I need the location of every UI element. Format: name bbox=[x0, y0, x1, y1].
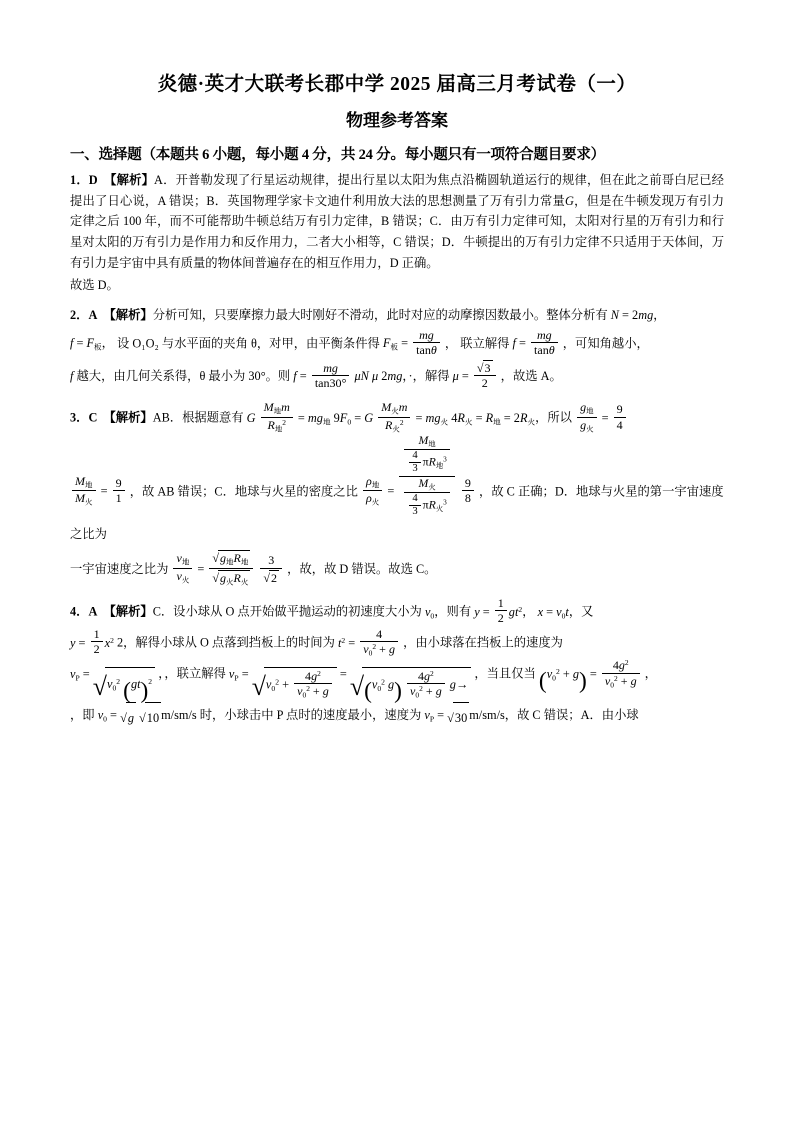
answer-2-text-5: 越大，由几何关系得，θ 最小为 30°。则 bbox=[76, 369, 291, 384]
answer-1-symbol-G: G bbox=[565, 193, 574, 208]
answer-3-text-1: AB．根据题意有 bbox=[152, 410, 244, 425]
answer-3-text-2: ，所以 bbox=[535, 410, 572, 425]
answer-2-bracket: 【解析】 bbox=[103, 307, 153, 322]
answer-1-bracket: 【解析】 bbox=[104, 173, 155, 187]
answer-4-text-4: ，解得小球从 O 点落到挡板上的时间为 bbox=[123, 635, 335, 650]
section-heading: 一、选择题（本题共 6 小题，每小题 4 分，共 24 分。每小题只有一项符合题目要求） bbox=[70, 147, 605, 163]
answer-2-line-3: f 越大，由几何关系得，θ 最小为 30°。则 f = $\frac{mg}{\tan 30^\circ}$ μN μ 2mg，·，解得 μ = $\frac{√3}{2}$ ，故选 A。 bbox=[70, 358, 724, 391]
answer-4-text-9: m/s 时，小球击中 P 点时的速度最小，速度为 bbox=[178, 708, 422, 723]
answer-1-text-b: ，但是在牛顿发现万有引力定律之后 100 年，而不可能帮助牛顿总结万有引力定律，B 错误；C．由万有引力定律可知，太阳对行星的万有引力和行星对太阳的万有引力是作用力和反作用力，二者大小相等，C 错误；D．牛顿提出的万有引力定律不只适用于天体间，万有引力是宇宙中具有质量的物体间普遍存在的相互作用力，D 正确。 bbox=[70, 193, 724, 270]
answer-3-bracket: 【解析】 bbox=[103, 410, 153, 425]
answer-2-line-2: $f = F_板$， 设 O₁O₂ 与水平面的夹角 θ，对甲，由平衡条件得 $F_板$ = $\frac{mg}{\tan\theta}$ ， 联立解得 f = $\frac{mg}{\tan\theta}$ ，可知角越小， bbox=[70, 327, 649, 357]
answer-3-text-4: ，故 C 正确；D．地球与火星的第一宇宙速度之比为 bbox=[70, 484, 724, 541]
page-title: 炎德·英才大联考长郡中学 2025 届高三月考试卷（一） bbox=[157, 74, 637, 95]
answer-item-2 bbox=[70, 305, 724, 391]
answer-4-text-5: ，由小球落在挡板上的速度为 bbox=[403, 635, 563, 650]
answer-3-number: 3．C bbox=[70, 410, 98, 425]
answer-4-text-7: ，当且仅当 bbox=[474, 666, 536, 681]
answer-4-line-2: y = $\frac{1}{2}$ $x^2$ 2，解得小球从 O 点落到挡板上的时间为 $t^2$ = $\frac{4}{v_0^2 + g}$ ，由小球落在挡板上的速度为 bbox=[70, 626, 563, 658]
answer-4-text-1: C．设小球从 O 点开始做平抛运动的初速度大小为 bbox=[152, 604, 422, 619]
answer-3-line-1: 3．C 【解析】AB．根据题意有 G $\frac{M_地m}{R_地^2}$ = $mg_地$ $9F_0 = G$ $\frac{M_火m}{R_火^2}$ = $mg_火$ $4R_火 = R_地 = 2R_火$，所以 $\frac{g_地}{g_火}$ = $\frac{9}{4}$ bbox=[70, 400, 724, 433]
answer-3-line-2: $\frac{M_地}{M_火}$ = $\frac{9}{1}$ ，故 AB 错误；C．地球与火星的密度之比 $\frac{\rho_地}{\rho_火}$ = $M_地$ $\frac{4}{3}$ $\pi R_地^3$ $M_火$ $\frac{4}{3}$ $\pi R_火^3$ $\frac{9}{8}$ ，故 C 正确；D．地球与火星的第一宇宙速度之比为 bbox=[70, 432, 724, 541]
answer-3-text-5: ，故 D 错误。故选 C。 bbox=[311, 561, 437, 576]
answer-2-text-6: ，解得 bbox=[412, 369, 450, 384]
answer-4-line-4: ，即 $v_0 = √g$ √10 m/sm/s 时，小球击中 P 点时的速度最小，速度为 $v_P = √30$ m/sm/s，故 C 错误；A．由小球 bbox=[70, 700, 724, 733]
answer-2-text-1: 分析可知，只要摩擦力最大时刚好不滑动，此时对应的动摩擦因数最小。整体分析有 bbox=[152, 307, 608, 322]
answer-1-body bbox=[70, 170, 724, 273]
answer-item-1 bbox=[70, 170, 724, 296]
answer-2-eq-N: N = 2mg bbox=[610, 307, 654, 322]
answer-4-bracket: 【解析】 bbox=[103, 604, 153, 619]
answer-4-text-10: m/s，故 C 错误；A．由小球 bbox=[487, 708, 639, 723]
answer-2-text-2: 设 O₁O₂ 与水平面的夹角 θ，对甲，由平衡条件得 bbox=[117, 336, 380, 351]
answer-2-text-7: ，故选 A。 bbox=[500, 369, 562, 384]
answer-2-text-3: 联立解得 bbox=[460, 336, 510, 351]
answer-1-text-a: A．开普勒发现了行星运动规律，提出行星以太阳为焦点沿椭圆轨道运行的规律，但在此之前哥白尼已经提出了日心说，A 错误；B．英国物理学家卡文迪什利用放大法的思想测量了万有引力常量 bbox=[70, 173, 724, 208]
answer-1-conclusion: 故选 D。 bbox=[70, 278, 119, 293]
answer-2-line-1: 2．A 【解析】分析可知，只要摩擦力最大时刚好不滑动，此时对应的动摩擦因数最小。整体分析有 N = 2mg， bbox=[70, 307, 666, 322]
answer-item-3 bbox=[70, 400, 724, 587]
answer-4-line-3: $v_P = √v_0^2$ (gt)$^2$ ，，联立解得 $v_P = √v_0^2$ + $\frac{4g^2}{v_0^2 + g}$ = $√(v_0^2$ g) $\frac{4g^2}{v_0^2 + g}$ g→ ，当且仅当 $(v_0^2 + g)$ = $\frac{4g^2}{v_0^2 + g}$ ， bbox=[70, 658, 657, 705]
answer-4-text-3: ，又 bbox=[568, 604, 594, 619]
page-subtitle: 物理参考答案 bbox=[346, 111, 448, 130]
answer-4-text-6: ，联立解得 bbox=[164, 666, 226, 681]
answer-3-line-3: 一宇宙速度之比为 $\frac{v_地}{v_火}$ = $\frac{√g_地R_地}{√g_火R_火}$ $\frac{3}{√2}$ ，故，故 D 错误。故选 C。 bbox=[70, 549, 724, 587]
answer-item-4 bbox=[70, 596, 724, 733]
answer-3-text-3: ，故 AB 错误；C．地球与火星的密度之比 bbox=[129, 484, 358, 499]
answer-4-text-8: ，即 bbox=[70, 708, 95, 723]
answer-2-text-4: ，可知角越小， bbox=[562, 336, 649, 351]
answer-1-number: 1．D bbox=[70, 173, 98, 187]
answer-4-text-2: ，则有 bbox=[434, 604, 472, 619]
answer-2-number: 2．A bbox=[70, 307, 98, 322]
answer-4-number: 4．A bbox=[70, 604, 98, 619]
answer-4-line-1: 4．A 【解析】C．设小球从 O 点开始做平抛运动的初速度大小为 $v_0$，则有 y = $\frac{1}{2}$ $gt^2$， $x = v_0t$，又 bbox=[70, 596, 594, 626]
